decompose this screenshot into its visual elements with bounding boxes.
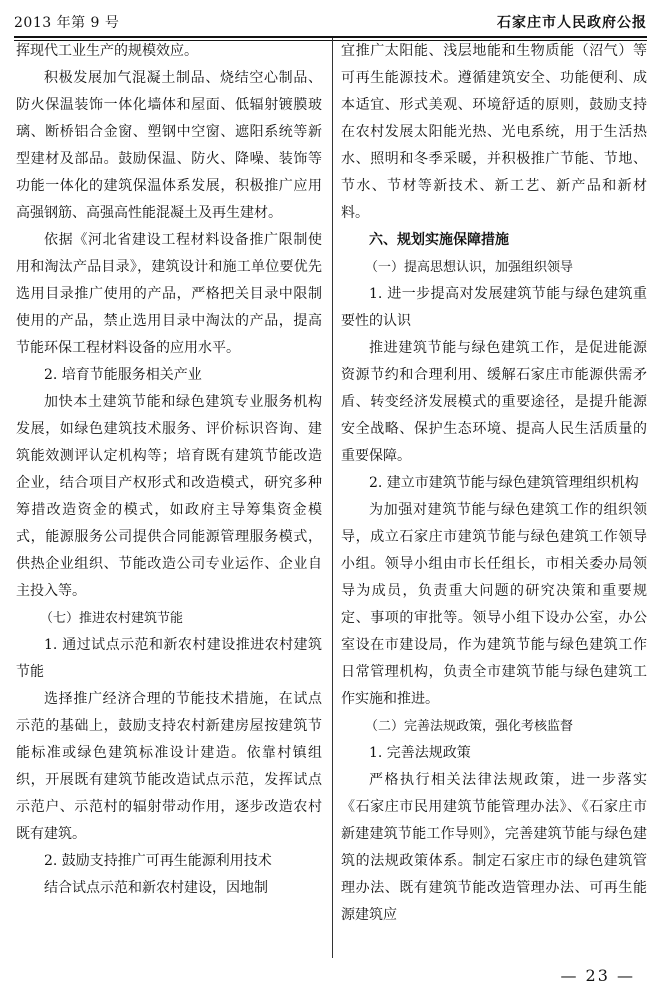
paragraph: 挥现代工业生产的规模效应。 [16, 43, 198, 59]
page-number: — 23 — [560, 966, 635, 985]
publication-title: 石家庄市人民政府公报 [497, 15, 647, 31]
column-divider [332, 38, 333, 958]
left-column [16, 38, 322, 902]
subheading: 2. 培育节能服务相关产业 [44, 367, 202, 383]
paragraph: 选择推广经济合理的节能技术措施，在试点示范的基础上，鼓励支持农村新建房屋按建筑节能标准或绿色建筑标准设计建造。依靠村镇组织，开展既有建筑节能改造试点示范，发挥试点示范户、示范村的辐射带动作用，逐步改造农村既有建筑。 [16, 691, 322, 842]
section-heading: （七）推进农村建筑节能 [40, 611, 184, 626]
paragraph: 严格执行相关法律法规政策，进一步落实《石家庄市民用建筑节能管理办法》、《石家庄市新建建筑节能工作导则》，完善建筑节能与绿色建筑的法规政策体系。制定石家庄市的绿色建筑管理办法、既有建筑节能改造管理办法、可再生能源建筑应 [341, 772, 647, 923]
subheading: 1. 完善法规政策 [369, 745, 471, 761]
paragraph: 推进建筑节能与绿色建筑工作，是促进能源资源节约和合理利用、缓解石家庄市能源供需矛盾、转变经济发展模式的重要途径，是提升能源安全战略、保护生态环境、提高人民生活质量的重要保障。 [341, 340, 647, 464]
paragraph: 加快本土建筑节能和绿色建筑专业服务机构发展，如绿色建筑技术服务、评价标识咨询、建筑能效测评认定机构等；培育既有建筑节能改造企业，结合项目产权形式和改造模式，研究多种筹措改造资金的模式，如政府主导筹集资金模式，能源服务公司提供合同能源管理服务模式，供热企业组织、节能改造公司专业运作、企业自主投入等。 [16, 394, 322, 599]
paragraph: 宜推广太阳能、浅层地能和生物质能（沼气）等可再生能源技术。遵循建筑安全、功能便利、成本适宜、形式美观、环境舒适的原则，鼓励支持在农村发展太阳能光热、光电系统，用于生活热水、照明和冬季采暖，并积极推广节能、节地、节水、节材等新技术、新工艺、新产品和新材料。 [341, 43, 647, 221]
subheading: 1. 进一步提高对发展建筑节能与绿色建筑重要性的认识 [341, 286, 647, 329]
right-column [341, 38, 647, 929]
page-header [14, 6, 647, 36]
section-heading: （一）提高思想认识，加强组织领导 [365, 260, 574, 275]
chapter-heading: 六、规划实施保障措施 [369, 232, 509, 248]
subheading: 2. 建立市建筑节能与绿色建筑管理组织机构 [369, 475, 639, 491]
paragraph: 依据《河北省建设工程材料设备推广限制使用和淘汰产品目录》，建筑设计和施工单位要优先选用目录推广使用的产品，严格把关目录中限制使用的产品，禁止选用目录中淘汰的产品，提高节能环保工程材料设备的应用水平。 [16, 232, 322, 356]
subheading: 1. 通过试点示范和新农村建设推进农村建筑节能 [16, 637, 322, 680]
paragraph: 结合试点示范和新农村建设，因地制 [44, 880, 268, 896]
paragraph: 积极发展加气混凝土制品、烧结空心制品、防火保温装饰一体化墙体和屋面、低辐射镀膜玻璃、断桥铝合金窗、塑钢中空窗、遮阳系统等新型建材及部品。鼓励保温、防火、降噪、装饰等功能一体化的建筑保温体系发展，积极推广应用高强钢筋、高强高性能混凝土及再生建材。 [16, 70, 322, 221]
section-heading: （二）完善法规政策，强化考核监督 [365, 719, 574, 734]
issue-label: 2013 年第 9 号 [14, 15, 120, 31]
subheading: 2. 鼓励支持推广可再生能源利用技术 [44, 853, 272, 869]
paragraph: 为加强对建筑节能与绿色建筑工作的组织领导，成立石家庄市建筑节能与绿色建筑工作领导小组。领导小组由市长任组长，市相关委办局领导为成员，负责重大问题的研究决策和重要规定、事项的审批等。领导小组下设办公室，办公室设在市建设局，作为建筑节能与绿色建筑工作日常管理机构，负责全市建筑节能与绿色建筑工作实施和推进。 [341, 502, 647, 707]
